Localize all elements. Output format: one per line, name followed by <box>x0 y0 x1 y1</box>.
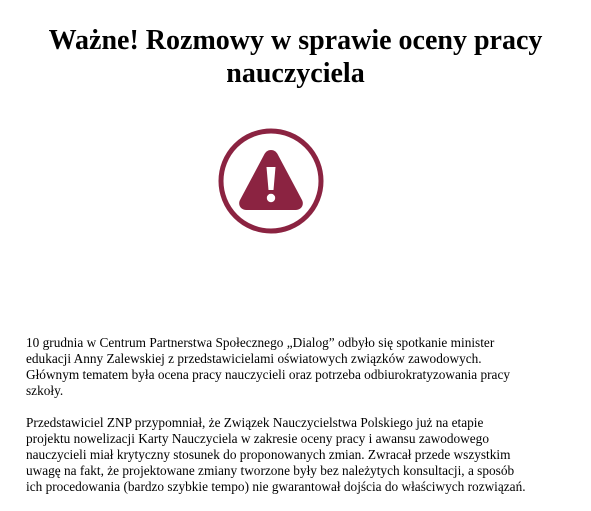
title-line-2: nauczyciela <box>226 58 365 89</box>
article-title <box>20 24 571 90</box>
paragraph-1-line-4: szkoły. <box>26 383 64 398</box>
paragraph-1-line-1: 10 grudnia w Centrum Partnerstwa Społecznego „Dialog” odbyło się spotkanie minister <box>26 335 495 350</box>
paragraph-2-line-1: Przedstawiciel ZNP przypomniał, że Związek Nauczycielstwa Polskiego już na etapie <box>26 415 484 430</box>
article-body <box>26 335 582 511</box>
paragraph-2-line-2: projektu nowelizacji Karty Nauczyciela w zakresie oceny pracy i awansu zawodowego <box>26 431 489 446</box>
paragraph-1-line-3: Głównym tematem była ocena pracy nauczycieli oraz potrzeba odbiurokratyzowania pracy <box>26 367 511 382</box>
paragraph-1 <box>26 335 582 399</box>
paragraph-2-line-5: ich procedowania (bardzo szybkie tempo) nie gwarantował dojścia do właściwych rozwiązań. <box>26 479 526 494</box>
paragraph-2-line-3: nauczycieli miał krytyczny stosunek do proponowanych zmian. Zwracał przede wszystkim <box>26 447 511 462</box>
paragraph-2 <box>26 415 582 495</box>
paragraph-2-line-4: uwagę na fakt, że projektowane zmiany tworzone były bez należytych konsultacji, a sposób <box>26 463 515 478</box>
paragraph-1-line-2: edukacji Anny Zalewskiej z przedstawicielami oświatowych związków zawodowych. <box>26 351 482 366</box>
warning-triangle-icon <box>217 127 325 235</box>
title-line-1: Ważne! Rozmowy w sprawie oceny pracy <box>48 25 543 56</box>
